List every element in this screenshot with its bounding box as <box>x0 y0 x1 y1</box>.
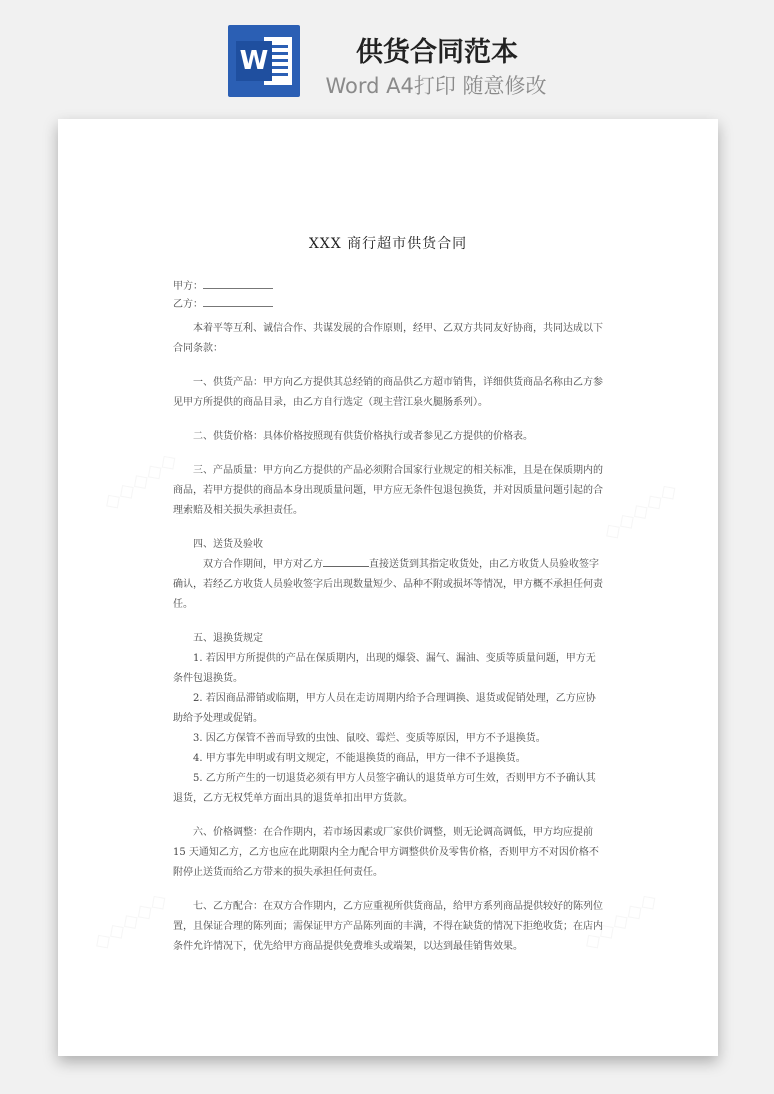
intro-paragraph: 本着平等互利、诚信合作、共谋发展的合作原则，经甲、乙双方共同友好协商，共同达成以下合同条款： <box>173 323 603 354</box>
clause-1: 一、供货产品：甲方向乙方提供其总经销的商品供乙方超市销售，详细供货商品名称由乙方参见甲方所提供的商品目录，由乙方自行选定（现主营江泉火腿肠系列）。 <box>173 377 603 408</box>
clause-4-body <box>173 555 603 615</box>
party-a-line <box>173 277 273 292</box>
clause-5-title: 五、退换货规定 <box>193 633 263 644</box>
party-a-label: 甲方： <box>173 281 203 292</box>
document-page <box>58 119 718 1056</box>
page-header <box>0 0 774 118</box>
clause-4-after: 直接送货到其指定收货处，由乙方收货人员验收签字确认，若经乙方收货人员验收签字后出现数量短少、品种不附或损坏等情况，甲方概不承担任何责任。 <box>173 559 603 610</box>
clause-7: 七、乙方配合：在双方合作期内，乙方应重视所供货商品，给甲方系列商品提供较好的陈列位置，且保证合理的陈列面；需保证甲方产品陈列面的丰满，不得在缺货的情况下拒绝收货；在店内条件允许情况下，优先给甲方商品提供免费堆头或端架，以达到最佳销售效果。 <box>173 901 603 952</box>
clause-5-item: 3. 因乙方保管不善而导致的虫蚀、鼠咬、霉烂、变质等原因，甲方不予退换货。 <box>193 733 546 744</box>
watermark <box>88 887 172 956</box>
party-a-blank <box>203 278 273 289</box>
word-document-icon <box>228 25 300 97</box>
clause-5-item: 1. 若因甲方所提供的产品在保质期内，出现的爆袋、漏气、漏油、变质等质量问题，甲方无条件包退换货。 <box>173 653 596 684</box>
clause-2: 二、供货价格：具体价格按照现有供货价格执行或者参见乙方提供的价格表。 <box>193 431 533 442</box>
clause-4-title: 四、送货及验收 <box>193 539 263 550</box>
clause-4-blank <box>323 556 369 567</box>
clause-5-item: 5. 乙方所产生的一切退货必须有甲方人员签字确认的退货单方可生效，否则甲方不予确认其退货，乙方无权凭单方面出具的退货单扣出甲方货款。 <box>173 773 596 804</box>
watermark <box>598 477 682 546</box>
clause-5-item: 4. 甲方事先申明或有明文规定，不能退换货的商品，甲方一律不予退换货。 <box>193 753 526 764</box>
clause-3: 三、产品质量：甲方向乙方提供的产品必须附合国家行业规定的相关标准，且是在保质期内的商品，若甲方提供的商品本身出现质量问题，甲方应无条件包退包换货，并对因质量问题引起的合理索赔及相关损失承担责任。 <box>173 465 603 516</box>
header-subtitle: Word A4打印 随意修改 <box>325 74 547 98</box>
party-b-label: 乙方： <box>173 299 203 310</box>
party-b-line <box>173 295 273 310</box>
clause-6: 六、价格调整：在合作期内，若市场因素或厂家供价调整，则无论调高调低，甲方均应提前 15 天通知乙方，乙方也应在此期限内全力配合甲方调整供价及零售价格，否则甲方不对因价格不附停止送货而给乙方带来的损失承担任何责任。 <box>173 827 599 878</box>
clause-4-before: 双方合作期间，甲方对乙方 <box>203 559 323 570</box>
party-b-blank <box>203 296 273 307</box>
clause-5-item: 2. 若因商品滞销或临期，甲方人员在走访周期内给予合理调换、退货或促销处理，乙方应协助给予处理或促销。 <box>173 693 596 724</box>
word-logo-letter: W <box>236 41 272 81</box>
watermark <box>98 447 182 516</box>
document-body <box>173 319 603 957</box>
document-title: XXX 商行超市供货合同 <box>308 236 468 252</box>
header-title: 供货合同范本 <box>356 37 518 68</box>
